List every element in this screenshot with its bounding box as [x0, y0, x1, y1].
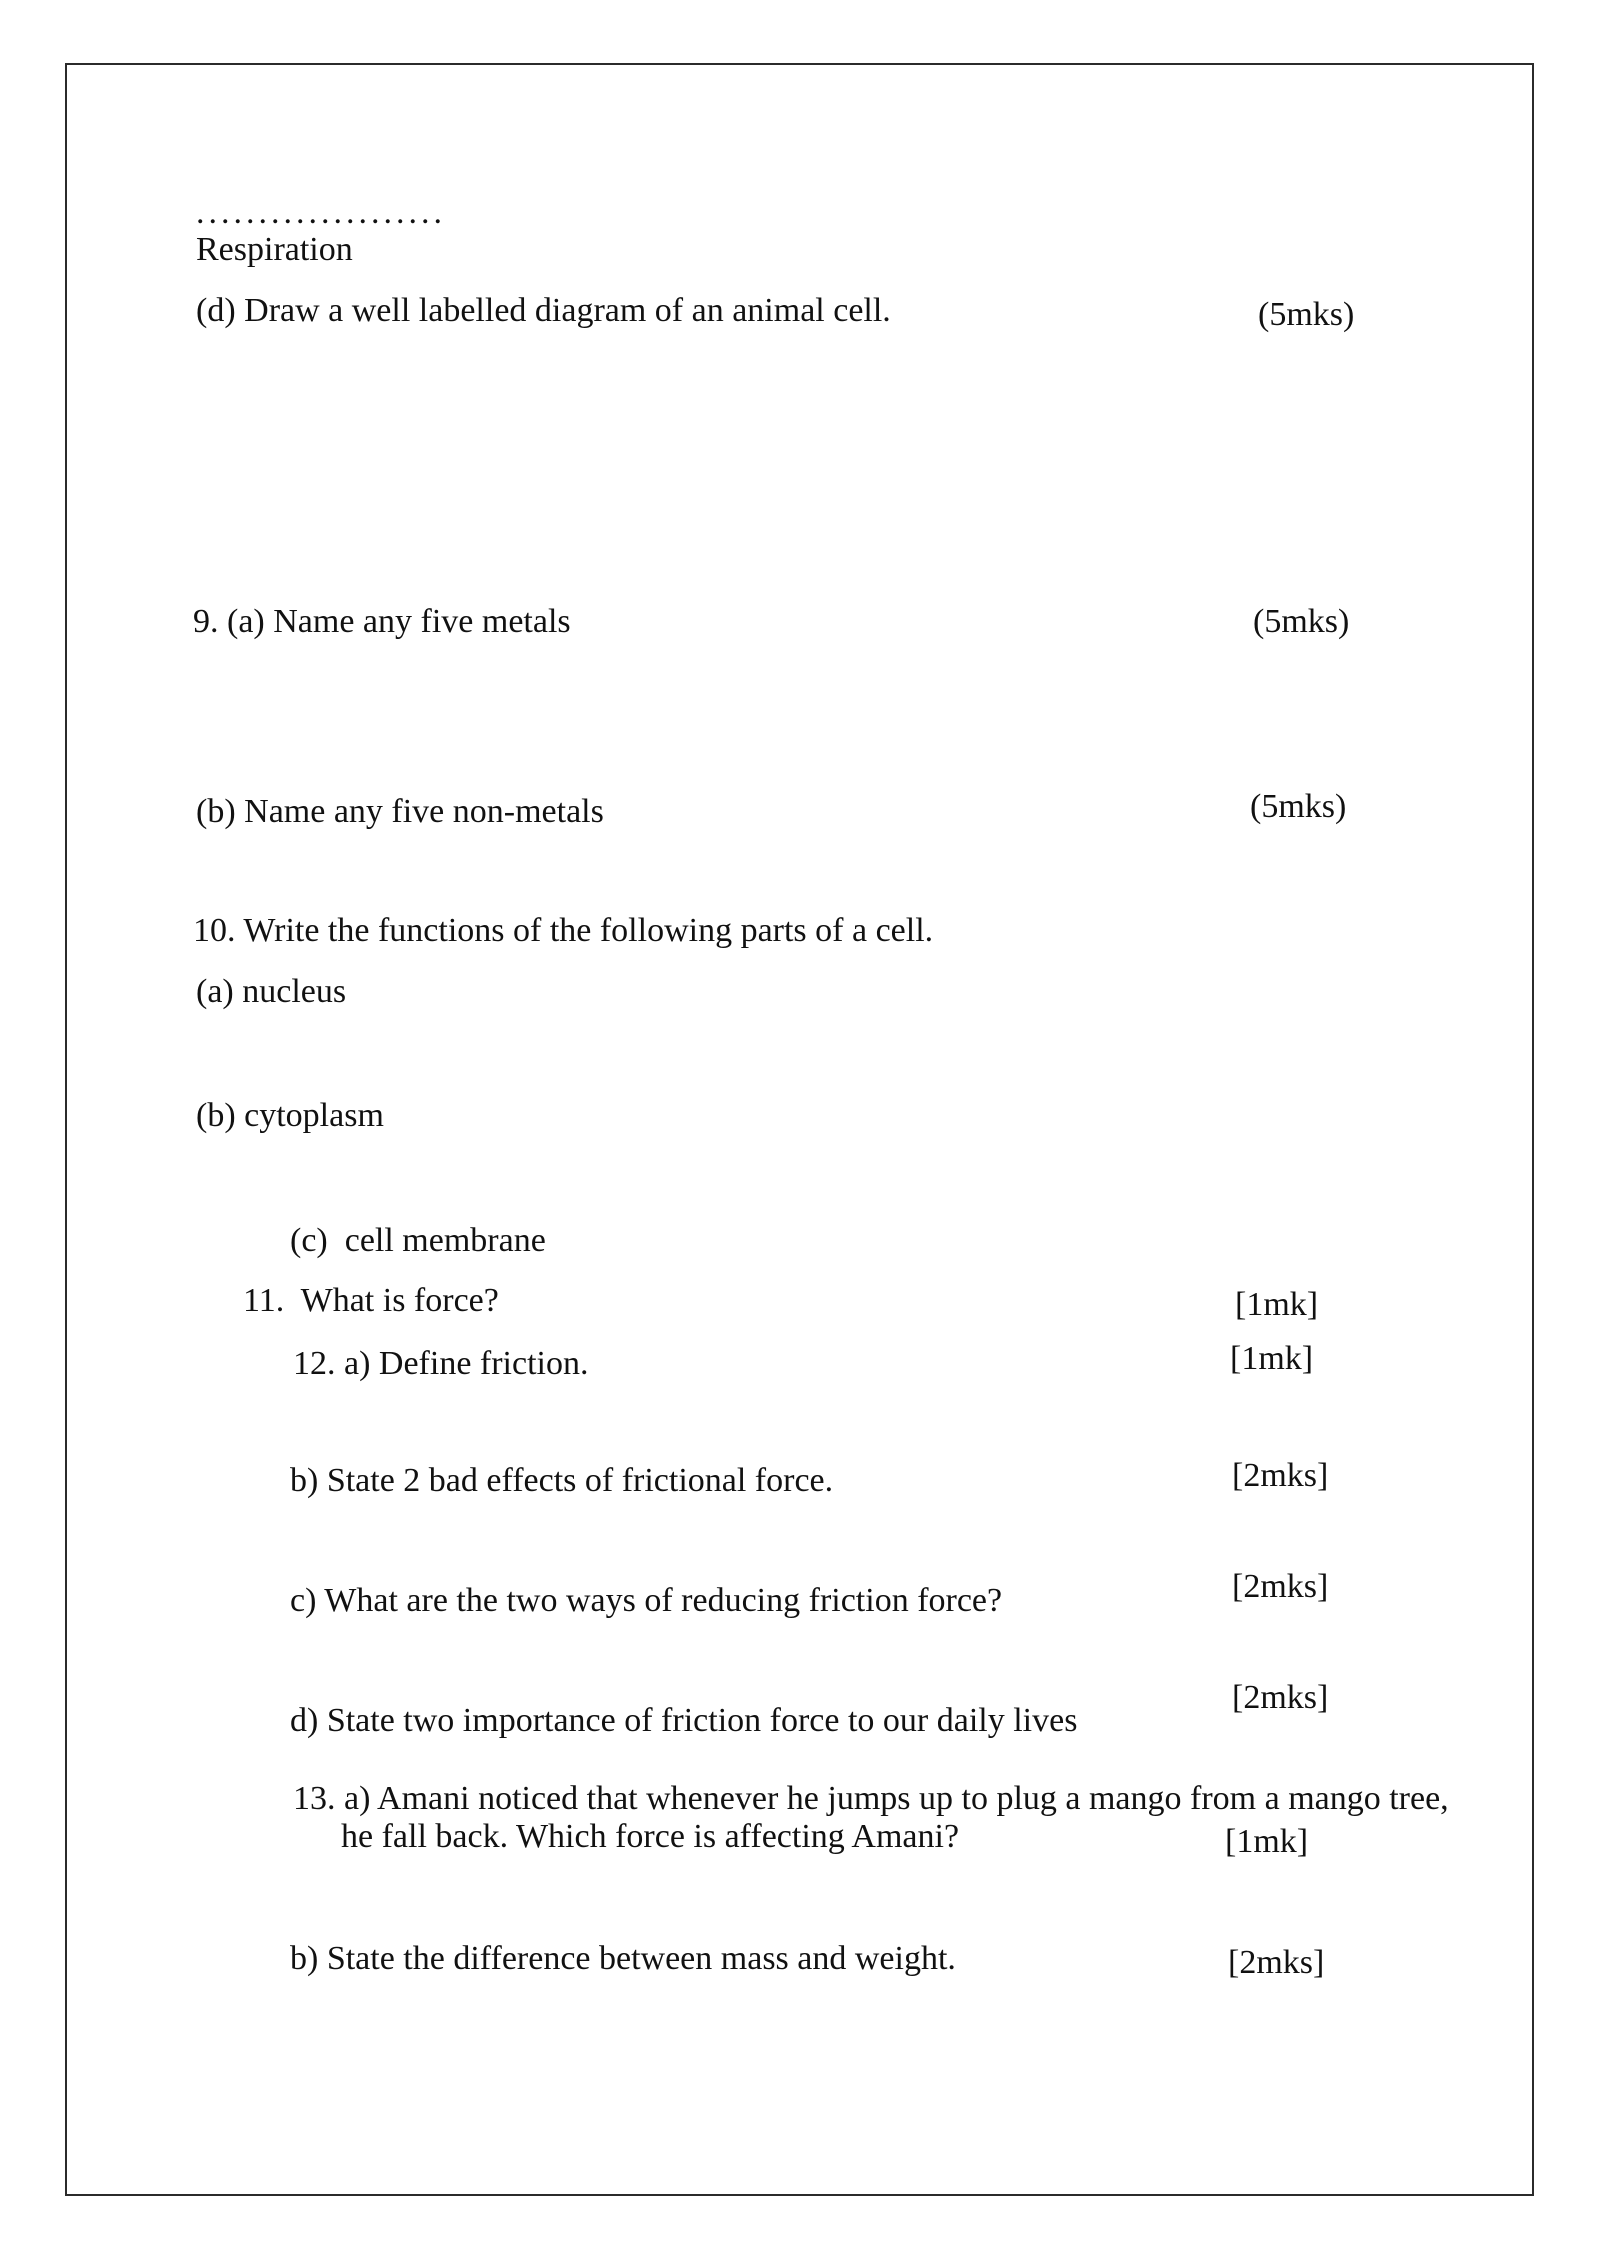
dotted-answer-line: .................... [196, 194, 446, 231]
question-13b-marks: [2mks] [1228, 1944, 1325, 1981]
question-13a-text-line2: he fall back. Which force is affecting Amani? [341, 1818, 960, 1855]
question-8d-text: (d) Draw a well labelled diagram of an animal cell. [196, 292, 891, 329]
question-8d-marks: (5mks) [1258, 296, 1355, 333]
question-13a-text-line1: 13. a) Amani noticed that whenever he jumps up to plug a mango from a mango tree, [293, 1780, 1449, 1817]
question-10b-text: (b) cytoplasm [196, 1097, 384, 1134]
question-12d-marks: [2mks] [1232, 1679, 1329, 1716]
question-10a-text: (a) nucleus [196, 973, 347, 1010]
question-13b-text: b) State the difference between mass and weight. [290, 1940, 956, 1977]
question-12d-text: d) State two importance of friction force to our daily lives [290, 1702, 1078, 1739]
question-12c-text: c) What are the two ways of reducing friction force? [290, 1582, 1003, 1619]
question-10-text: 10. Write the functions of the following parts of a cell. [193, 912, 934, 949]
question-12a-text: 12. a) Define friction. [293, 1345, 589, 1382]
question-13a-marks: [1mk] [1225, 1823, 1309, 1860]
question-12a-marks: [1mk] [1230, 1340, 1314, 1377]
question-9b-marks: (5mks) [1250, 788, 1347, 825]
question-9b-text: (b) Name any five non-metals [196, 793, 604, 830]
question-9a-marks: (5mks) [1253, 603, 1350, 640]
respiration-label: Respiration [196, 231, 353, 268]
question-11-text: 11. What is force? [243, 1282, 499, 1319]
question-12c-marks: [2mks] [1232, 1568, 1329, 1605]
question-12b-text: b) State 2 bad effects of frictional force. [290, 1462, 834, 1499]
question-12b-marks: [2mks] [1232, 1457, 1329, 1494]
question-11-marks: [1mk] [1235, 1286, 1319, 1323]
question-9a-text: 9. (a) Name any five metals [193, 603, 571, 640]
question-10c-text: (c) cell membrane [290, 1222, 546, 1259]
